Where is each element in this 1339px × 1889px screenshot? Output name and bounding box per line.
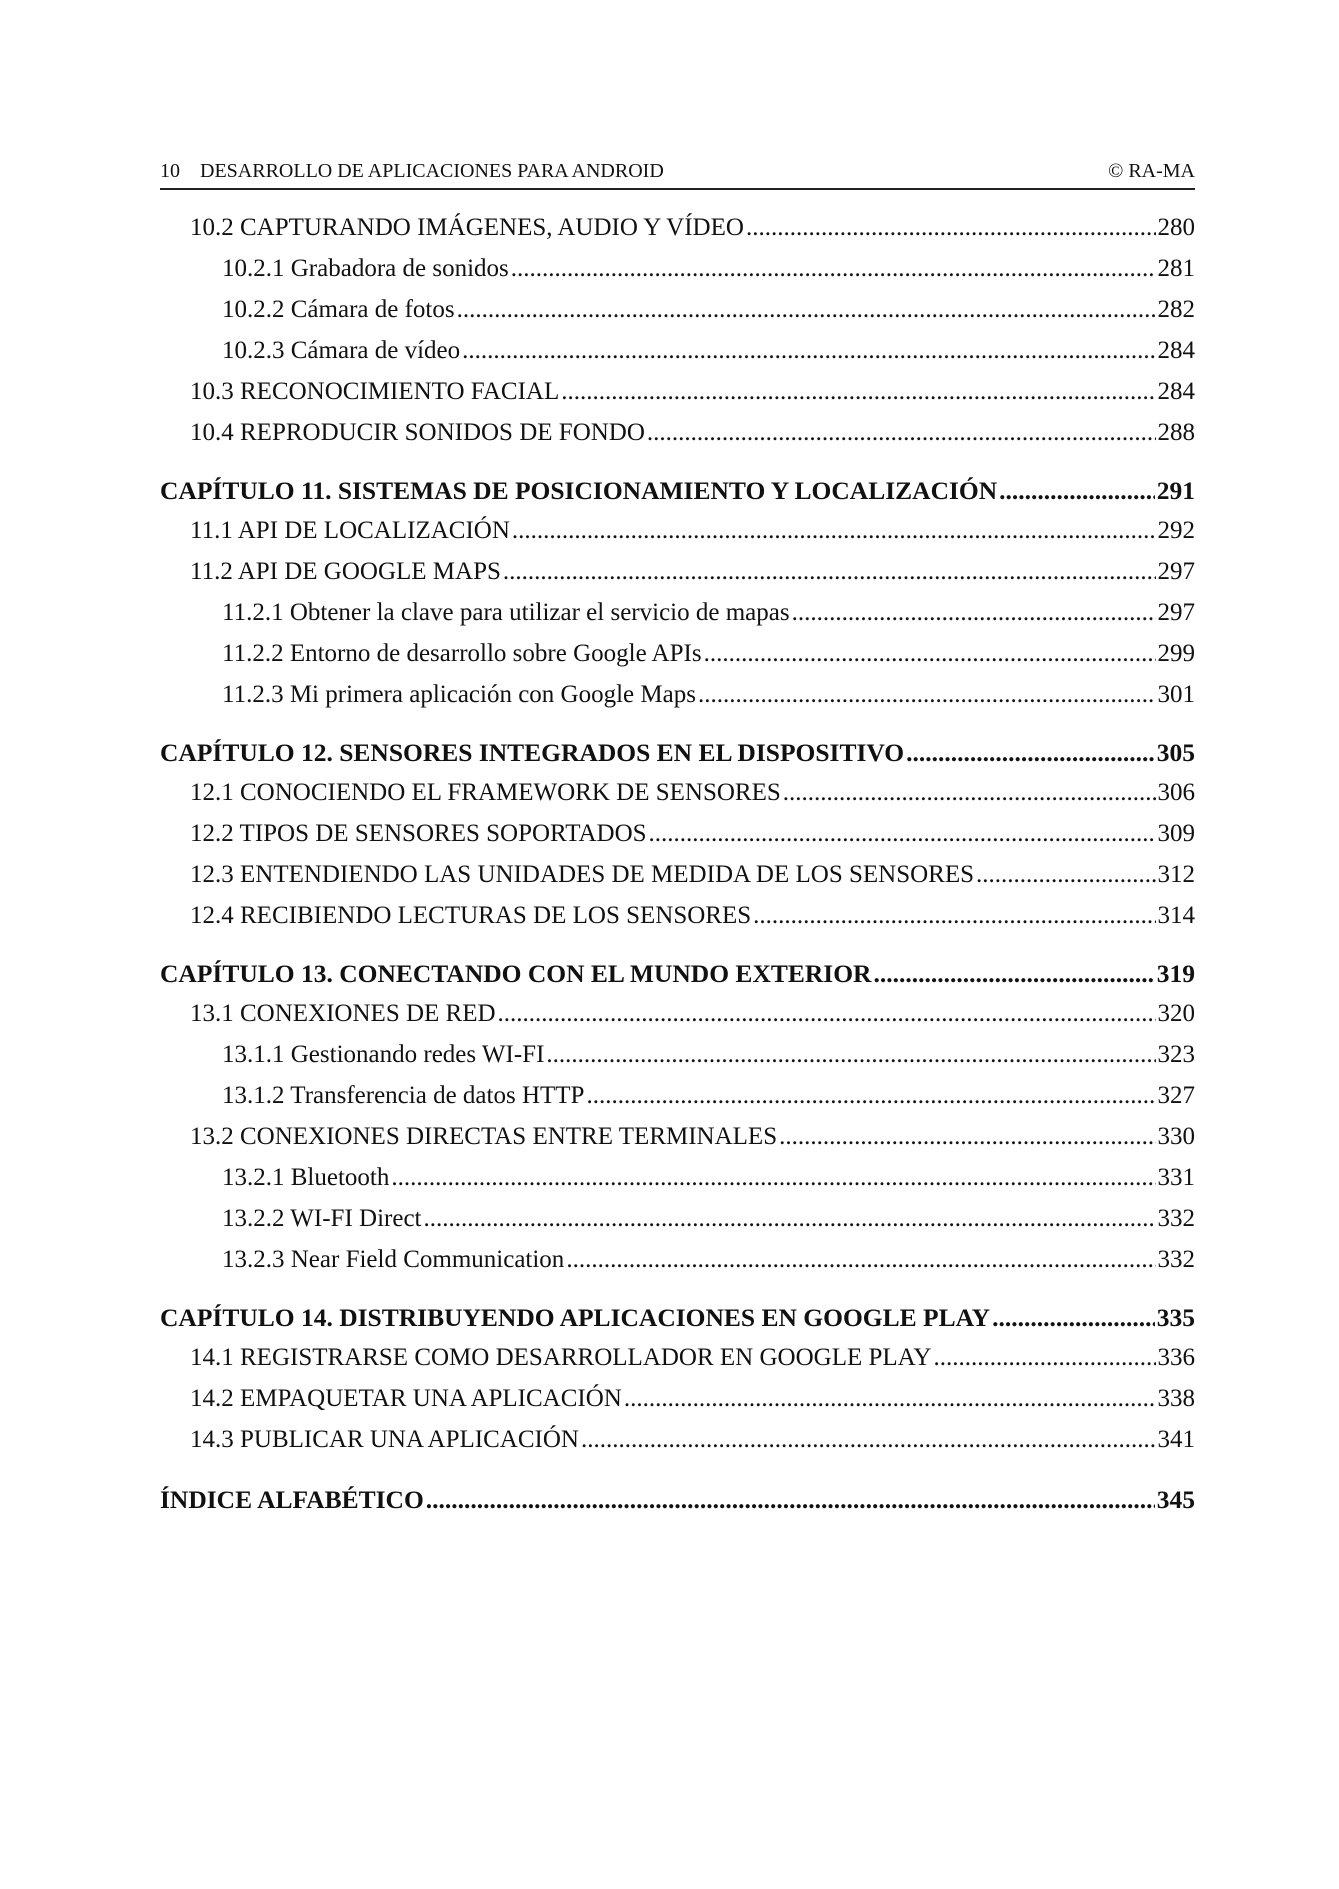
toc-entry-page: 291 [1156,476,1195,505]
toc-entry-label: 11.2 API DE GOOGLE MAPS [190,558,501,585]
toc-section-entry [160,1246,1195,1287]
toc-entry-label: 13.2.1 Bluetooth [222,1164,390,1191]
header-left [160,160,664,183]
toc-entry-page: 305 [1156,738,1195,767]
dot-leader [512,517,1156,545]
toc-entry-label: 14.2 EMPAQUETAR UNA APLICACIÓN [190,1385,622,1412]
toc-section-entry [160,1426,1195,1467]
toc-entry-page: 284 [1157,337,1195,364]
toc-entry-label: 13.2.3 Near Field Communication [222,1246,565,1273]
toc-chapter-entry [160,738,1195,779]
toc-entry-page: 338 [1157,1385,1195,1412]
toc-entry-label: 10.3 RECONOCIMIENTO FACIAL [190,378,560,405]
toc-entry-page: 306 [1157,779,1195,806]
toc-section-entry [160,1082,1195,1123]
toc-entry-label: 13.2 CONEXIONES DIRECTAS ENTRE TERMINALES [190,1123,778,1150]
toc-section-entry [160,1164,1195,1205]
toc-section-entry [160,820,1195,861]
toc-section-entry [160,599,1195,640]
toc-entry-label: 11.2.2 Entorno de desarrollo sobre Google APIs [222,640,702,667]
dot-leader [647,419,1156,447]
toc-section-entry [160,337,1195,378]
dot-leader [561,378,1155,406]
toc-entry-label: CAPÍTULO 12. SENSORES INTEGRADOS EN EL DISPOSITIVO [160,738,905,767]
toc-entry-page: 297 [1157,558,1195,585]
toc-entry-page: 292 [1157,517,1195,544]
toc-entry-page: 345 [1156,1485,1195,1514]
toc-entry-label: CAPÍTULO 13. CONECTANDO CON EL MUNDO EXTERIOR [160,959,872,988]
toc-entry-label: 13.1 CONEXIONES DE RED [190,1000,496,1027]
toc-entry-page: 330 [1157,1123,1195,1150]
dot-leader [426,1485,1155,1515]
dot-leader [503,558,1156,586]
toc-entry-label: 11.1 API DE LOCALIZACIÓN [190,517,510,544]
toc-entry-page: 336 [1157,1344,1195,1371]
toc-entry-page: 331 [1157,1164,1195,1191]
toc-entry-page: 299 [1157,640,1195,667]
dot-leader [391,1164,1155,1192]
toc-chapter-entry [160,959,1195,1000]
toc-entry-label: 10.4 REPRODUCIR SONIDOS DE FONDO [190,419,645,446]
toc-entry-page: 297 [1157,599,1195,626]
toc-entry-label: 12.1 CONOCIENDO EL FRAMEWORK DE SENSORES [190,779,781,806]
toc-entry-label: 10.2.2 Cámara de fotos [222,296,455,323]
toc-entry-label: 13.1.1 Gestionando redes WI-FI [222,1041,545,1068]
toc-section-entry [160,1000,1195,1041]
toc-section-entry [160,861,1195,902]
dot-leader [586,1082,1155,1110]
toc-entry-label: ÍNDICE ALFABÉTICO [160,1485,424,1514]
dot-leader [424,1205,1156,1233]
dot-leader [753,902,1155,930]
toc-section-entry [160,296,1195,337]
toc-entry-label: 13.1.2 Transferencia de datos HTTP [222,1082,585,1109]
dot-leader [783,779,1156,807]
book-title: DESARROLLO DE APLICACIONES PARA ANDROID [200,160,664,182]
toc-section-entry [160,1385,1195,1426]
toc-section-entry [160,419,1195,460]
toc-section-entry [160,681,1195,722]
toc-entry-label: 12.3 ENTENDIENDO LAS UNIDADES DE MEDIDA DE LOS SENSORES [190,861,975,888]
toc-entry-label: 12.2 TIPOS DE SENSORES SOPORTADOS [190,820,647,847]
dot-leader [779,1123,1155,1151]
toc-chapter-entry [160,1485,1195,1526]
dot-leader [457,296,1156,324]
dot-leader [999,476,1155,506]
toc-section-entry [160,640,1195,681]
dot-leader [746,214,1156,242]
toc-entry-page: 284 [1157,378,1195,405]
toc-entry-label: 11.2.3 Mi primera aplicación con Google Maps [222,681,696,708]
toc-chapter-entry [160,1303,1195,1344]
toc-section-entry [160,1123,1195,1164]
toc-entry-page: 332 [1157,1205,1195,1232]
dot-leader [581,1426,1156,1454]
toc-entry-page: 323 [1157,1041,1195,1068]
dot-leader [462,337,1155,365]
toc-entry-label: 11.2.1 Obtener la clave para utilizar el servicio de mapas [222,599,790,626]
table-of-contents [160,214,1195,1526]
toc-section-entry [160,558,1195,599]
toc-entry-label: CAPÍTULO 11. SISTEMAS DE POSICIONAMIENTO Y LOCALIZACIÓN [160,476,998,505]
toc-entry-page: 335 [1156,1303,1195,1332]
dot-leader [546,1041,1155,1069]
toc-entry-page: 301 [1157,681,1195,708]
dot-leader [566,1246,1155,1274]
dot-leader [704,640,1156,668]
dot-leader [976,861,1155,889]
toc-entry-label: 10.2 CAPTURANDO IMÁGENES, AUDIO Y VÍDEO [190,214,744,241]
dot-leader [698,681,1156,709]
toc-entry-page: 281 [1157,255,1195,282]
toc-section-entry [160,255,1195,296]
toc-chapter-entry [160,476,1195,517]
toc-entry-label: 12.4 RECIBIENDO LECTURAS DE LOS SENSORES [190,902,752,929]
toc-entry-label: CAPÍTULO 14. DISTRIBUYENDO APLICACIONES EN GOOGLE PLAY [160,1303,991,1332]
dot-leader [792,599,1156,627]
toc-entry-page: 320 [1157,1000,1195,1027]
toc-section-entry [160,779,1195,820]
toc-section-entry [160,902,1195,943]
toc-section-entry [160,517,1195,558]
toc-entry-page: 319 [1156,959,1195,988]
toc-entry-label: 14.3 PUBLICAR UNA APLICACIÓN [190,1426,579,1453]
dot-leader [992,1303,1155,1333]
running-header [160,158,1195,190]
toc-entry-page: 280 [1157,214,1195,241]
toc-entry-page: 312 [1157,861,1195,888]
toc-entry-page: 341 [1157,1426,1195,1453]
toc-section-entry [160,378,1195,419]
toc-section-entry [160,1344,1195,1385]
toc-section-entry [160,1205,1195,1246]
toc-entry-page: 332 [1157,1246,1195,1273]
dot-leader [498,1000,1156,1028]
toc-entry-label: 14.1 REGISTRARSE COMO DESARROLLADOR EN GOOGLE PLAY [190,1344,932,1371]
toc-entry-label: 10.2.3 Cámara de vídeo [222,337,461,364]
toc-entry-page: 327 [1157,1082,1195,1109]
dot-leader [624,1385,1156,1413]
toc-entry-page: 282 [1157,296,1195,323]
dot-leader [873,959,1154,989]
toc-entry-page: 314 [1157,902,1195,929]
toc-entry-label: 10.2.1 Grabadora de sonidos [222,255,509,282]
toc-entry-page: 288 [1157,419,1195,446]
dot-leader [649,820,1156,848]
toc-section-entry [160,1041,1195,1082]
toc-entry-page: 309 [1157,820,1195,847]
dot-leader [906,738,1155,768]
toc-section-entry [160,214,1195,255]
page-number: 10 [160,160,180,182]
dot-leader [933,1344,1155,1372]
toc-entry-label: 13.2.2 WI-FI Direct [222,1205,422,1232]
publisher-mark: © RA-MA [1108,160,1195,182]
dot-leader [511,255,1156,283]
